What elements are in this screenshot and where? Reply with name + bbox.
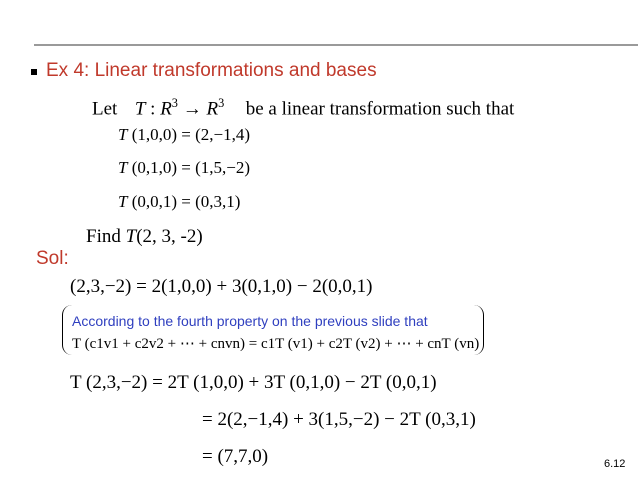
let-statement: [92, 96, 514, 120]
let-word: Let: [92, 98, 118, 120]
map-T: T: [134, 98, 146, 120]
map-exponent: 3: [171, 96, 178, 110]
map-colon: :: [145, 98, 161, 120]
given-arg: (1,0,0) = (2,−1,4): [127, 125, 251, 144]
slide-title: Ex 4: Linear transformations and bases: [46, 60, 377, 81]
map-R: R: [160, 98, 172, 120]
find-fn: T: [125, 226, 137, 247]
step-2-equation: = 2(2,−1,4) + 3(1,5,−2) − 2T (0,3,1): [202, 409, 476, 430]
find-arg: (2, 3, -2): [136, 226, 203, 247]
header-rule: [34, 44, 638, 46]
note-text: According to the fourth property on the previous slide that: [72, 313, 428, 329]
given-equation-2: [118, 158, 250, 178]
given-arg: (0,1,0) = (1,5,−2): [127, 158, 251, 177]
sol-label: Sol:: [36, 248, 69, 269]
bullet-square-icon: [31, 69, 37, 75]
given-arg: (0,0,1) = (0,3,1): [127, 192, 241, 211]
page-number: 6.12: [604, 458, 626, 470]
such-that-text: be a linear transformation such that: [245, 98, 515, 120]
given-fn: T: [118, 192, 128, 211]
map-exponent-codomain: 3: [218, 96, 225, 110]
given-fn: T: [118, 158, 128, 177]
step-1-equation: T (2,3,−2) = 2T (1,0,0) + 3T (0,1,0) − 2T (0,0,1): [70, 372, 437, 393]
find-statement: [86, 226, 203, 248]
linearity-formula: T (c1v1 + c2v2 + ⋯ + cnvn) = c1T (v1) + c2T (v2) + ⋯ + cnT (vn): [72, 336, 480, 352]
map-R-codomain: R: [206, 98, 219, 120]
decomposition-equation: (2,3,−2) = 2(1,0,0) + 3(0,1,0) − 2(0,0,1): [70, 276, 373, 297]
given-equation-1: [118, 125, 250, 145]
step-3-equation: = (7,7,0): [202, 446, 269, 467]
given-fn: T: [118, 125, 128, 144]
map-arrow: →: [177, 98, 207, 120]
find-prefix: Find: [86, 226, 126, 247]
given-equation-3: [118, 192, 240, 212]
